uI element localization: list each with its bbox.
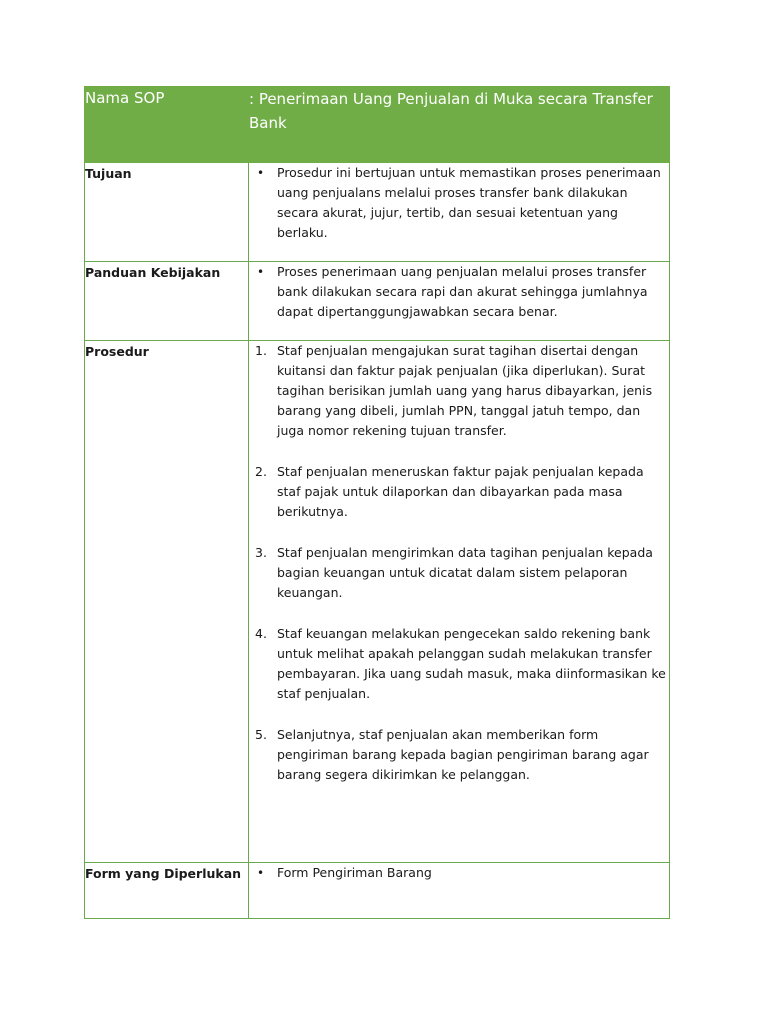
procedure-step xyxy=(249,543,669,603)
procedure-step xyxy=(249,462,669,522)
step-text: Staf penjualan mengajukan surat tagihan disertai dengan kuitansi dan faktur pajak penjualan (jika diperlukan). Surat tagihan berisikan jumlah uang yang harus dibayarkan, jenis barang yang dibeli, jumlah PPN, tanggal jatuh tempo, dan juga nomor rekening tujuan transfer. xyxy=(277,343,653,438)
panduan-label: Panduan Kebijakan xyxy=(85,262,249,341)
prosedur-value xyxy=(249,341,670,863)
tujuan-text: Prosedur ini bertujuan untuk memastikan proses penerimaan uang penjualans melalui proses transfer bank dilakukan secara akurat, jujur, tertib, dan sesuai ketentuan yang berlaku. xyxy=(277,165,661,240)
prosedur-label: Prosedur xyxy=(85,341,249,863)
sop-name-label: Nama SOP xyxy=(85,87,249,163)
step-text: Selanjutnya, staf penjualan akan memberikan form pengiriman barang kepada bagian pengiriman barang agar barang segera dikirimkan ke pelanggan. xyxy=(277,727,649,782)
step-text: Staf penjualan mengirimkan data tagihan penjualan kepada bagian keuangan untuk dicatat dalam sistem pelaporan keuangan. xyxy=(277,545,653,600)
panduan-value xyxy=(249,262,670,341)
bullet-item xyxy=(249,262,669,322)
form-text: Form Pengiriman Barang xyxy=(277,865,432,880)
panduan-row xyxy=(85,262,670,341)
step-text: Staf keuangan melakukan pengecekan saldo rekening bank untuk melihat apakah pelanggan sudah melakukan transfer pembayaran. Jika uang sudah masuk, maka diinformasikan ke staf penjualan. xyxy=(277,626,666,701)
step-number: 5. xyxy=(255,727,267,742)
sop-name-value: : Penerimaan Uang Penjualan di Muka secara Transfer Bank xyxy=(249,87,670,163)
prosedur-row xyxy=(85,341,670,863)
procedure-step xyxy=(249,341,669,441)
sop-table xyxy=(84,86,670,919)
tujuan-row xyxy=(85,163,670,262)
panduan-text: Proses penerimaan uang penjualan melalui proses transfer bank dilakukan secara rapi dan akurat sehingga jumlahnya dapat dipertanggungjawabkan secara benar. xyxy=(277,264,648,319)
step-number: 4. xyxy=(255,626,267,641)
form-value xyxy=(249,863,670,919)
step-text: Staf penjualan meneruskan faktur pajak penjualan kepada staf pajak untuk dilaporkan dan dibayarkan pada masa berikutnya. xyxy=(277,464,644,519)
bullet-icon: • xyxy=(257,265,265,279)
step-number: 3. xyxy=(255,545,267,560)
step-number: 1. xyxy=(255,343,267,358)
procedure-step xyxy=(249,725,669,785)
procedure-step xyxy=(249,624,669,704)
tujuan-label: Tujuan xyxy=(85,163,249,262)
tujuan-value xyxy=(249,163,670,262)
bullet-icon: • xyxy=(257,866,265,880)
bullet-item xyxy=(249,163,669,243)
form-label: Form yang Diperlukan xyxy=(85,863,249,919)
header-row xyxy=(85,87,670,163)
bullet-item xyxy=(249,863,669,883)
bullet-icon: • xyxy=(257,166,265,180)
step-number: 2. xyxy=(255,464,267,479)
form-row xyxy=(85,863,670,919)
